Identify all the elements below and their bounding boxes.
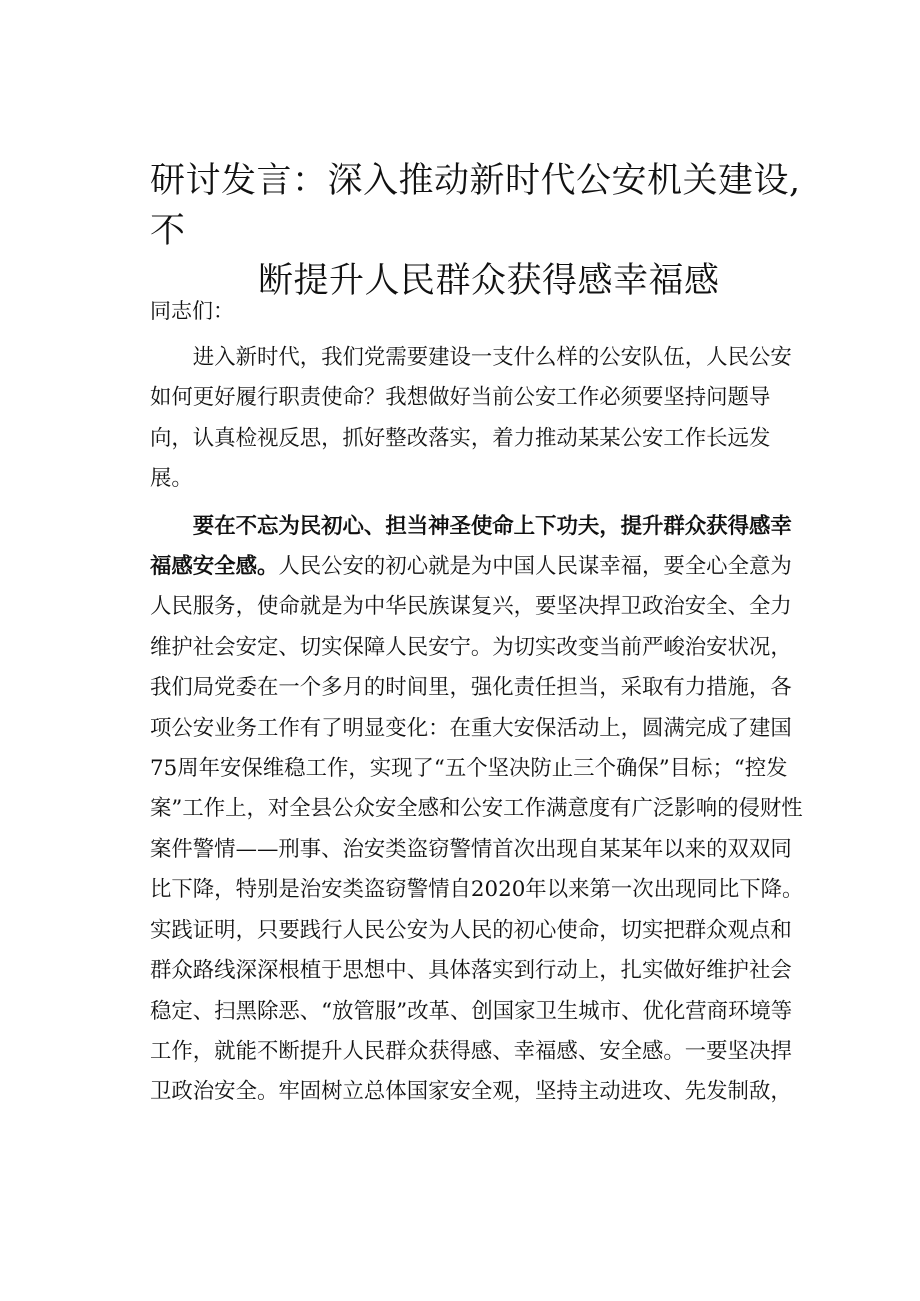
paragraph-2-heading: 要在不忘为民初心、担当神圣使命上下功夫，提升群众获得感幸福感安全感。 [150, 513, 792, 580]
paragraph-1: 进入新时代，我们党需要建设一支什么样的公安队伍，人民公安如何更好履行职责使命？我想做好当前公安工作必须要坚持问题导向，认真检视反思，抓好整改落实，着力推动某某公安工作长远发展。 [150, 345, 792, 492]
document-body [150, 338, 805, 1113]
paragraph-2 [150, 507, 805, 1113]
title-line-1: 研讨发言：深入推动新时代公安机关建设,不 [150, 161, 801, 251]
paragraph-2-text: 人民公安的初心就是为中国人民谋幸福，要全心全意为人民服务，使命就是为中华民族谋复兴，要坚决捍卫政治安全、全力维护社会安定、切实保障人民安宁。为切实改变当前严峻治安状况，我们局党委在一个多月的时间里，强化责任担当，采取有力措施，各项公安业务工作有了明显变化：在重大安保活动上，圆满完成了建国75周年安保维稳工作，实现了“五个坚决防止三个确保”目标；“控发案”工作上，对全县公众安全感和公安工作满意度有广泛影响的侵财性案件警情——刑事、治安类盗窃警情首次出现自某某年以来的双双同比下降，特别是治安类盗窃警情自2020年以来第一次出现同比下降。实践证明，只要践行人民公安为人民的初心使命，切实把群众观点和群众路线深深根植于思想中、具体落实到行动上，扎实做好维护社会稳定、扫黑除恶、“放管服”改革、创国家卫生城市、优化营商环境等工作，就能不断提升人民群众获得感、幸福感、安全感。一要坚决捍卫政治安全。牢固树立总体国家安全观，坚持主动进攻、先发制敌， [150, 554, 804, 1105]
document-title [150, 156, 810, 306]
title-line-2: 断提升人民群众获得感幸福感 [258, 261, 720, 301]
salutation: 同志们： [150, 299, 234, 323]
